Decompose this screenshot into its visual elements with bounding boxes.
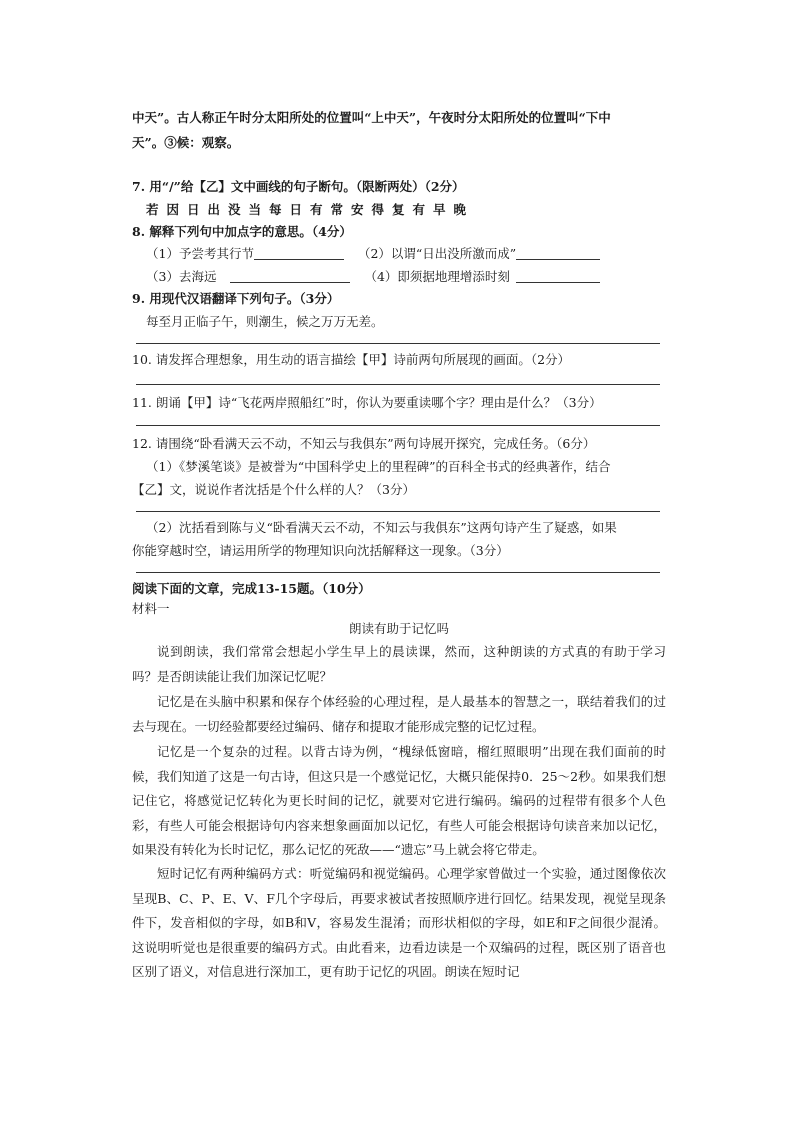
q12-sub2-line-1: （2）沈括看到陈与义“卧看满天云不动，不知云与我俱东”这两句诗产生了疑惑，如果 [146, 520, 617, 535]
q12-sub2-line-2: 你能穿越时空，请运用所学的物理知识向沈括解释这一现象。（3分） [132, 543, 509, 558]
q12-sub1-line-2: 【乙】文，说说作者沈括是个什么样的人？（3分） [132, 482, 415, 497]
q11-prompt: 11. 朗诵【甲】诗“飞花两岸照船红”时，你认为要重读哪个字？理由是什么？（3分） [132, 395, 602, 410]
q9-answer-line[interactable] [136, 343, 660, 344]
q9-prompt: 9. 用现代汉语翻译下列句子。（3分） [132, 291, 340, 306]
q12-sub1-line-1: （1）《梦溪笔谈》是被誉为“中国科学史上的里程碑”的百科全书式的经典著作，结合 [146, 459, 611, 474]
q8-item-1: （1）予尝考其行节 [146, 246, 254, 261]
q8-answer-blank-2[interactable] [516, 245, 600, 260]
q7-prompt: 7. 用“/”给【乙】文中画线的句子断句。（限断两处）（2分） [132, 179, 465, 194]
intro-line-2: 天”。③候：观察。 [132, 135, 240, 150]
q12-sub1-answer-line[interactable] [136, 511, 660, 512]
q8-answer-blank-3[interactable] [230, 268, 350, 283]
q11-answer-line[interactable] [136, 425, 660, 426]
q10-answer-line[interactable] [136, 384, 660, 385]
q8-row-2 [146, 265, 680, 289]
material-label: 材料一 [132, 601, 170, 616]
q8-item-2: （2）以谓“日出没所激而成” [357, 246, 517, 261]
q12-prompt: 12. 请围绕“卧看满天云不动，不知云与我俱东”两句诗展开探究，完成任务。（6分） [132, 436, 596, 451]
article-title: 朗读有助于记忆吗 [348, 621, 449, 636]
q9-sentence: 每至月正临子午，则潮生，候之万万无差。 [146, 314, 384, 329]
reading-prompt: 阅读下面的文章，完成13-15题。（10分） [132, 581, 371, 596]
q7-sentence: 若因日出没当每日有常安得复有早晚 [146, 202, 475, 217]
intro-line-1: 中天”。古人称正午时分太阳所处的位置叫“上中天”，午夜时分太阳所处的位置叫“下中 [132, 110, 611, 125]
q8-row-1 [146, 242, 680, 266]
article-paragraph-2: 记忆是在头脑中积累和保存个体经验的心理过程，是人最基本的智慧之一，联结着我们的过去与现在。一切经验都要经过编码、储存和提取才能形成完整的记忆过程。 [132, 694, 666, 734]
article-paragraph-1: 说到朗读，我们常常会想起小学生早上的晨读课，然而，这种朗读的方式真的有助于学习吗？是否朗读能让我们加深记忆呢？ [132, 644, 666, 684]
q8-item-4: （4）即须据地理增添时刻 [364, 269, 510, 284]
q8-answer-blank-4[interactable] [516, 268, 600, 283]
article-paragraph-3: 记忆是一个复杂的过程。以背古诗为例，“槐绿低窗暗，榴红照眼明”出现在我们面前的时候，我们知道了这是一句古诗，但这只是一个感觉记忆，大概只能保持0．25～2秒。如果我们想记住它，将感觉记忆转化为更长时间的记忆，就要对它进行编码。编码的过程带有很多个人色彩，有些人可能会根据诗句内容来想象画面加以记忆，有些人可能会根据诗句读音来加以记忆，如果没有转化为长时记忆，那么记忆的死敌——“遗忘”马上就会将它带走。 [132, 744, 666, 857]
article-paragraph-4: 短时记忆有两种编码方式：听觉编码和视觉编码。心理学家曾做过一个实验，通过图像依次呈现B、C、P、E、V、F几个字母后，再要求被试者按照顺序进行回忆。结果发现，视觉呈现条件下，发音相似的字母，如B和V，容易发生混淆；而形状相似的字母，如E和F之间很少混淆。这说明听觉也是很重要的编码方式。由此看来，边看边读是一个双编码的过程，既区别了语音也区别了语义，对信息进行深加工，更有助于记忆的巩固。朗读在短时记 [132, 866, 666, 979]
q8-prompt: 8. 解释下列句中加点字的意思。（4分） [132, 224, 352, 239]
q10-prompt: 10. 请发挥合理想象，用生动的语言描绘【甲】诗前两句所展现的画面。（2分） [132, 352, 571, 367]
q8-answer-blank-1[interactable] [254, 245, 344, 260]
q12-sub2-answer-line[interactable] [136, 572, 660, 573]
q8-item-3: （3）去海远 [146, 269, 217, 284]
